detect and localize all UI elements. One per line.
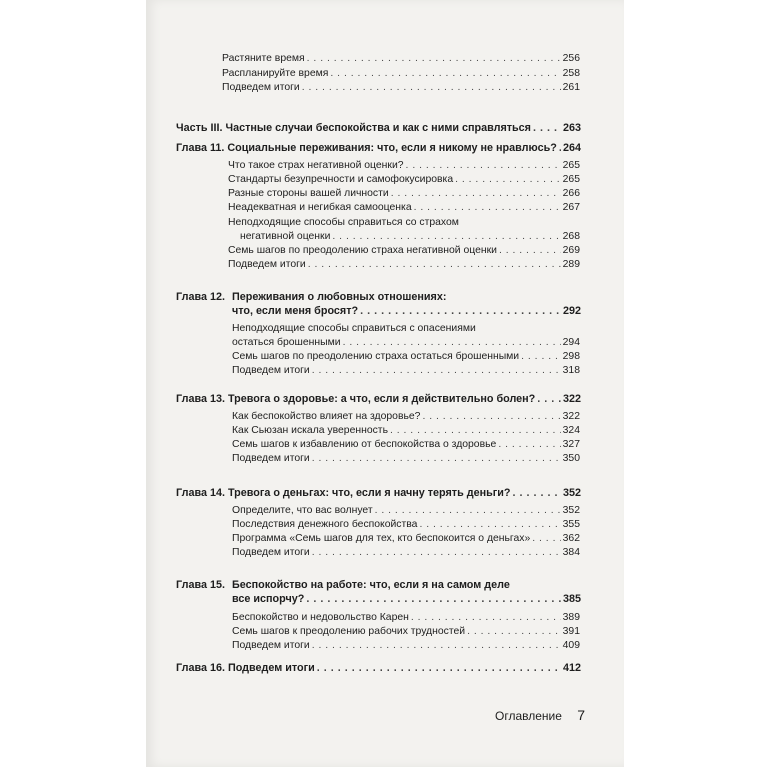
toc-entry-page: 391 xyxy=(562,626,580,637)
toc-entry-title: все испорчу? xyxy=(232,593,305,605)
toc-leader-dots xyxy=(521,350,561,363)
toc-entry-title: Неадекватная и негибкая самооценка xyxy=(228,202,412,213)
toc-entry-title: Подведем итоги xyxy=(232,453,310,464)
toc-entry-title: что, если меня бросят? xyxy=(232,305,359,317)
toc-entry xyxy=(232,639,580,652)
toc-entry xyxy=(232,336,580,349)
toc-leader-dots xyxy=(498,438,560,451)
toc-leader-dots xyxy=(467,625,561,638)
toc-entry xyxy=(240,230,580,243)
toc-leader-dots xyxy=(455,173,561,186)
toc-leader-dots xyxy=(532,532,560,545)
toc-entry-title: Программа «Семь шагов для тех, кто беспокоится о деньгах» xyxy=(232,533,531,544)
toc-entry-page: 261 xyxy=(562,82,580,93)
toc-entry-title: Растяните время xyxy=(222,53,305,64)
toc-entry-page: 324 xyxy=(562,425,580,436)
toc-entry xyxy=(232,452,580,465)
toc-entry-title: Неподходящие способы справиться с опасениями xyxy=(232,323,476,334)
toc-chapter-title: Беспокойство на работе: что, если я на самом деле xyxy=(232,579,510,591)
toc-entry-page: 263 xyxy=(562,122,581,134)
toc-entry-page: 265 xyxy=(562,160,580,171)
toc-entry-page: 298 xyxy=(562,351,580,362)
toc-entry-title: остаться брошенными xyxy=(232,337,341,348)
toc-entry-page: 412 xyxy=(562,662,581,674)
toc-leader-dots xyxy=(537,393,561,406)
toc-entry-page: 268 xyxy=(562,231,580,242)
toc-entry-page: 350 xyxy=(562,453,580,464)
page-number: 7 xyxy=(577,707,586,723)
toc-entry xyxy=(228,244,580,257)
toc-leader-dots xyxy=(419,518,560,531)
toc-part-heading xyxy=(176,122,581,135)
toc-entry-title: Что такое страх негативной оценки? xyxy=(228,160,404,171)
toc-entry-page: 267 xyxy=(562,202,580,213)
toc-entry-title: Глава 11. Социальные переживания: что, если я никому не нравлюсь? xyxy=(176,142,557,154)
toc-leader-dots xyxy=(512,487,561,500)
toc-entry-page: 258 xyxy=(562,68,580,79)
toc-entry xyxy=(232,611,580,624)
toc-entry xyxy=(232,410,580,423)
toc-leader-dots xyxy=(317,662,561,675)
toc-entry-title: Подведем итоги xyxy=(228,259,306,270)
toc-leader-dots xyxy=(390,424,561,437)
toc-entry-page: 362 xyxy=(562,533,580,544)
toc-entry-title: Подведем итоги xyxy=(232,365,310,376)
toc-entry xyxy=(232,532,580,545)
toc-leader-dots xyxy=(559,142,561,155)
toc-entry-page: 318 xyxy=(562,365,580,376)
toc-leader-dots xyxy=(308,258,561,271)
toc-entry-page: 265 xyxy=(562,174,580,185)
toc-entry xyxy=(228,258,580,271)
toc-leader-dots xyxy=(533,122,561,135)
footer-section-label: Оглавление xyxy=(495,709,562,723)
toc-leader-dots xyxy=(411,611,561,624)
toc-leader-dots xyxy=(391,187,561,200)
toc-chapter-heading xyxy=(176,662,581,675)
toc-entry-page: 256 xyxy=(562,53,580,64)
toc-leader-dots xyxy=(499,244,561,257)
toc-entry-title: Беспокойство и недовольство Карен xyxy=(232,612,409,623)
toc-entry-title: Часть III. Частные случаи беспокойства и как с ними справляться xyxy=(176,122,531,134)
toc-entry-title: Как беспокойство влияет на здоровье? xyxy=(232,411,421,422)
toc-leader-dots xyxy=(302,81,561,94)
toc-leader-dots xyxy=(360,305,561,318)
toc-entry-page: 266 xyxy=(562,188,580,199)
toc-entry-title: Как Сьюзан искала уверенность xyxy=(232,425,388,436)
toc-chapter-title: Переживания о любовных отношениях: xyxy=(232,291,447,303)
toc-leader-dots xyxy=(330,67,560,80)
toc-entry-page: 327 xyxy=(562,439,580,450)
toc-entry xyxy=(228,201,580,214)
toc-entry-title: Определите, что вас волнует xyxy=(232,505,373,516)
toc-entry-page: 294 xyxy=(562,337,580,348)
toc-entry-page: 384 xyxy=(562,547,580,558)
toc-chapter-heading xyxy=(232,305,581,318)
toc-entry xyxy=(232,364,580,377)
toc-chapter-heading xyxy=(232,593,581,606)
toc-entry-title: Распланируйте время xyxy=(222,68,329,79)
toc-entry-page: 322 xyxy=(562,393,581,405)
toc-entry-title: Семь шагов к преодолению рабочих трудностей xyxy=(232,626,466,637)
toc-leader-dots xyxy=(312,546,561,559)
toc-leader-dots xyxy=(306,593,561,606)
toc-entry-title: Разные стороны вашей личности xyxy=(228,188,389,199)
toc-entry xyxy=(222,81,580,94)
toc-leader-dots xyxy=(312,452,561,465)
toc-entry xyxy=(232,546,580,559)
toc-entry-title: Глава 14. Тревога о деньгах: что, если я начну терять деньги? xyxy=(176,487,511,499)
toc-entry-page: 289 xyxy=(562,259,580,270)
toc-entry-title: негативной оценки xyxy=(240,231,331,242)
toc-entry-title: Семь шагов по преодолению страха остаться брошенными xyxy=(232,351,520,362)
toc-entry-title: Глава 13. Тревога о здоровье: а что, если я действительно болен? xyxy=(176,393,536,405)
toc-entry-page: 389 xyxy=(562,612,580,623)
toc-leader-dots xyxy=(343,336,561,349)
toc-entry xyxy=(232,518,580,531)
toc-entry-title: Глава 16. Подведем итоги xyxy=(176,662,315,674)
toc-entry-title: Подведем итоги xyxy=(232,547,310,558)
toc-chapter-label: Глава 12. xyxy=(176,291,225,303)
toc-entry-page: 322 xyxy=(562,411,580,422)
toc-entry xyxy=(222,67,580,80)
toc-entry-page: 264 xyxy=(562,142,581,154)
toc-entry xyxy=(228,159,580,172)
toc-chapter-label: Глава 15. xyxy=(176,579,225,591)
toc-entry-title: Подведем итоги xyxy=(222,82,300,93)
toc-leader-dots xyxy=(307,52,561,65)
toc-entry-title: Семь шагов по преодолению страха негативной оценки xyxy=(228,245,497,256)
toc-entry-title: Стандарты безупречности и самофокусировка xyxy=(228,174,454,185)
toc-entry xyxy=(232,424,580,437)
toc-entry xyxy=(222,52,580,65)
toc-entry xyxy=(228,187,580,200)
toc-leader-dots xyxy=(332,230,560,243)
toc-entry-page: 352 xyxy=(562,505,580,516)
toc-entry xyxy=(232,504,580,517)
toc-entry-title: Семь шагов к избавлению от беспокойства о здоровье xyxy=(232,439,497,450)
toc-entry-page: 409 xyxy=(562,640,580,651)
toc-entry-title: Подведем итоги xyxy=(232,640,310,651)
toc-entry xyxy=(232,438,580,451)
toc-leader-dots xyxy=(375,504,561,517)
toc-entry xyxy=(228,173,580,186)
toc-leader-dots xyxy=(312,364,561,377)
toc-entry-title: Последствия денежного беспокойства xyxy=(232,519,418,530)
toc-entry xyxy=(232,350,580,363)
toc-entry-page: 355 xyxy=(562,519,580,530)
toc-entry-page: 269 xyxy=(562,245,580,256)
toc-chapter-heading xyxy=(176,142,581,155)
toc-entry-page: 292 xyxy=(562,305,581,317)
toc-entry xyxy=(232,625,580,638)
toc-leader-dots xyxy=(312,639,561,652)
toc-entry-page: 385 xyxy=(562,593,581,605)
toc-entry-title: Неподходящие способы справиться со страхом xyxy=(228,217,459,228)
toc-chapter-heading xyxy=(176,393,581,406)
toc-entry-page: 352 xyxy=(562,487,581,499)
toc-chapter-heading xyxy=(176,487,581,500)
running-footer xyxy=(495,707,585,723)
toc-leader-dots xyxy=(406,159,561,172)
toc-leader-dots xyxy=(414,201,561,214)
toc-leader-dots xyxy=(422,410,560,423)
